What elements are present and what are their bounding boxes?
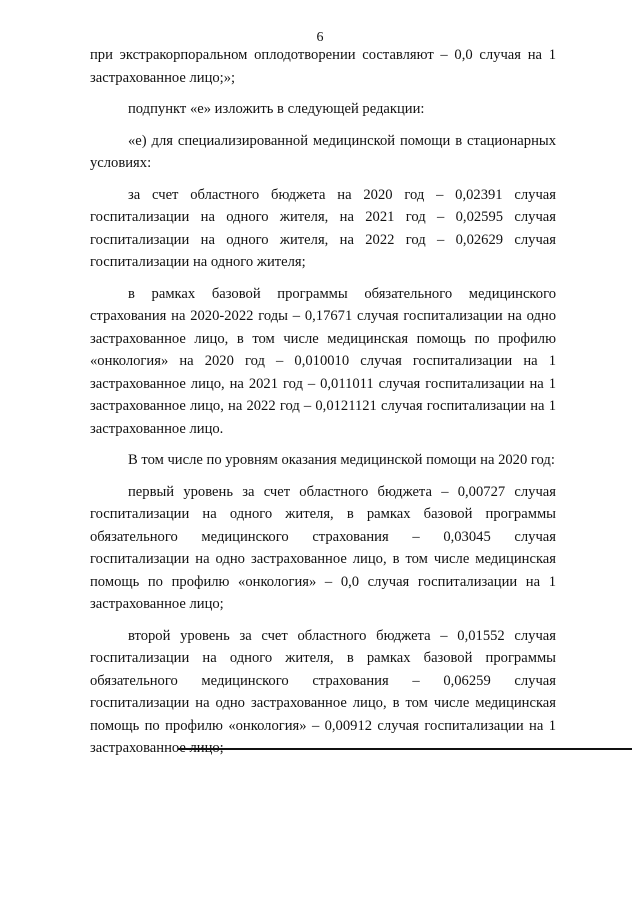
document-body (90, 44, 556, 760)
paragraph-basic-insurance-program: в рамках базовой программы обязательного медицинского страхования на 2020-2022 годы – 0,17671 случая госпитализации на одно застрахованное лицо, в том числе медицинская помощь по профилю «онкология» на 2020 год – 0,010010 случая госпитализации на 1 застрахованное лицо, на 2021 год – 0,011011 случая госпитализации на 1 застрахованное лицо, на 2022 год – 0,0121121 случая госпитализации на 1 застрахованное лицо. (90, 285, 556, 437)
paragraph-care-levels-intro: В том числе по уровням оказания медицинской помощи на 2020 год: (128, 452, 555, 468)
paragraph-specialized-care-heading: «е) для специализированной медицинской помощи в стационарных условиях: (90, 132, 556, 171)
paragraph-ivf-continuation: при экстракорпоральном оплодотворении составляют – 0,0 случая на 1 застрахованное лицо;»; (90, 47, 556, 86)
horizontal-rule (178, 748, 632, 750)
paragraph-regional-budget: за счет областного бюджета на 2020 год – 0,02391 случая госпитализации на одного жителя, на 2021 год – 0,02595 случая госпитализации на одного жителя, на 2022 год – 0,02629 случая госпитализации на одного жителя; (90, 186, 556, 270)
paragraph-second-level: второй уровень за счет областного бюджета – 0,01552 случая госпитализации на одного жителя, в рамках базовой программы обязательного медицинского страхования – 0,06259 случая госпитализации на одно застрахованное лицо, в том числе медицинская помощь по профилю «онкология» – 0,00912 случая госпитализации на 1 застрахованное лицо; (90, 627, 556, 756)
paragraph-subpoint-e-intro: подпункт «е» изложить в следующей редакции: (128, 101, 425, 117)
paragraph-first-level: первый уровень за счет областного бюджета – 0,00727 случая госпитализации на одного жителя, в рамках базовой программы обязательного медицинского страхования – 0,03045 случая госпитализации на одно застрахованное лицо, в том числе медицинская помощь по профилю «онкология» – 0,0 случая госпитализации на 1 застрахованное лицо; (90, 483, 556, 612)
page-number: 6 (316, 30, 324, 45)
